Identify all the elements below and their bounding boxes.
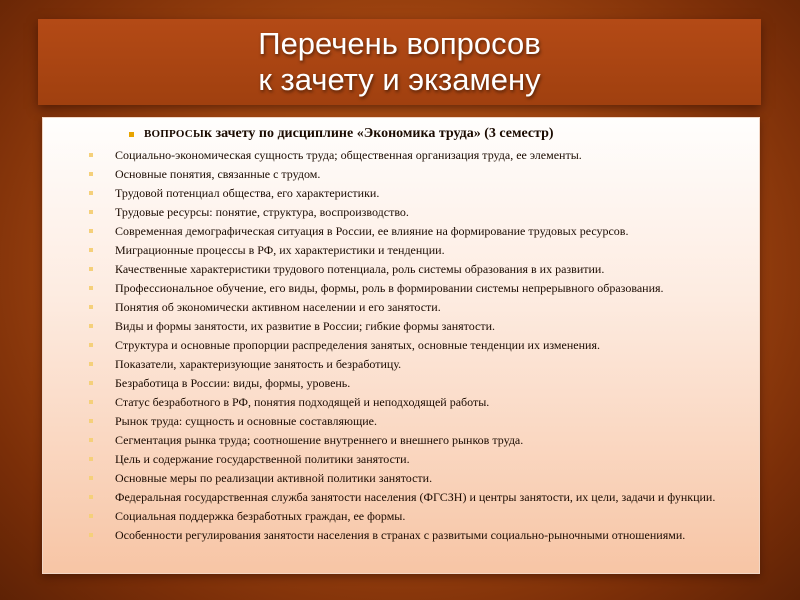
list-item [115,528,747,543]
list-item-text: Трудовой потенциал общества, его характеристики. [115,186,380,200]
list-item [115,433,747,448]
list-item-text: Рынок труда: сущность и основные составляющие. [115,414,377,428]
list-item [115,243,747,258]
list-item [115,357,747,372]
bullet-icon [89,267,93,271]
list-item [115,338,747,353]
list-item-text: Основные понятия, связанные с трудом. [115,167,321,181]
list-item-text: Трудовые ресурсы: понятие, структура, воспроизводство. [115,205,409,219]
list-item-text: Понятия об экономически активном населении и его занятости. [115,300,441,314]
list-item-text: Миграционные процессы в РФ, их характеристики и тенденции. [115,243,445,257]
bullet-icon [89,191,93,195]
bullet-icon [89,210,93,214]
heading-caps: ВОПРОСЫ [144,128,204,140]
bullet-icon [89,343,93,347]
bullet-icon [89,172,93,176]
list-item [115,395,747,410]
question-list-panel [42,117,760,574]
list-item-text: Социальная поддержка безработных граждан, ее формы. [115,509,406,523]
bullet-icon [89,362,93,366]
bullet-icon [89,533,93,537]
bullet-icon [89,229,93,233]
bullet-icon [89,400,93,404]
list-item [115,300,747,315]
bullet-icon [89,419,93,423]
list-item [115,186,747,201]
bullet-icon [129,132,134,137]
list-item-text: Статус безработного в РФ, понятия подходящей и неподходящей работы. [115,395,490,409]
bullet-icon [89,476,93,480]
bullet-icon [89,248,93,252]
list-item-text: Безработица в России: виды, формы, уровень. [115,376,351,390]
list-item [115,452,747,467]
list-item-text: Современная демографическая ситуация в России, ее влияние на формирование трудовых ресурсов. [115,224,629,238]
bullet-icon [89,381,93,385]
heading-text: к зачету по дисциплине «Экономика труда» (3 семестр) [203,126,554,141]
list-item [115,376,747,391]
list-item-text: Качественные характеристики трудового потенциала, роль системы образования в их развитии. [115,262,605,276]
bullet-icon [89,153,93,157]
list-item-text: Социально-экономическая сущность труда; общественная организация труда, ее элементы. [115,148,582,162]
bullet-icon [89,514,93,518]
list-item-text: Структура и основные пропорции распределения занятых, основные тенденции их изменения. [115,338,600,352]
list-item [115,167,747,182]
slide-title-line-1: Перечень вопросов [258,26,541,61]
bullet-icon [89,457,93,461]
list-item [115,509,747,524]
bullet-icon [89,438,93,442]
list-item-text: Сегментация рынка труда; соотношение внутреннего и внешнего рынков труда. [115,433,524,447]
list-item [115,490,747,505]
list-item [115,148,747,163]
list-item [115,319,747,334]
list-item-text: Показатели, характеризующие занятость и безработицу. [115,357,402,371]
bullet-icon [89,305,93,309]
list-item [115,205,747,220]
list-item [115,281,747,296]
slide-title-box [38,19,761,105]
list-item [115,471,747,486]
list-item-text: Основные меры по реализации активной политики занятости. [115,471,433,485]
question-list [115,148,747,543]
list-heading [129,126,747,142]
list-item-text: Виды и формы занятости, их развитие в России; гибкие формы занятости. [115,319,496,333]
bullet-icon [89,324,93,328]
list-item-text: Профессиональное обучение, его виды, формы, роль в формировании системы непрерывного образования. [115,281,664,295]
list-item [115,262,747,277]
slide-title-line-2: к зачету и экзамену [258,62,541,97]
bullet-icon [89,495,93,499]
list-item [115,224,747,239]
bullet-icon [89,286,93,290]
list-item-text: Цель и содержание государственной политики занятости. [115,452,410,466]
list-item [115,414,747,429]
list-item-text: Федеральная государственная служба занятости населения (ФГСЗН) и центры занятости, их цели, задачи и функции. [115,490,716,504]
list-item-text: Особенности регулирования занятости населения в странах с развитыми социально-рыночными отношениями. [115,528,686,542]
